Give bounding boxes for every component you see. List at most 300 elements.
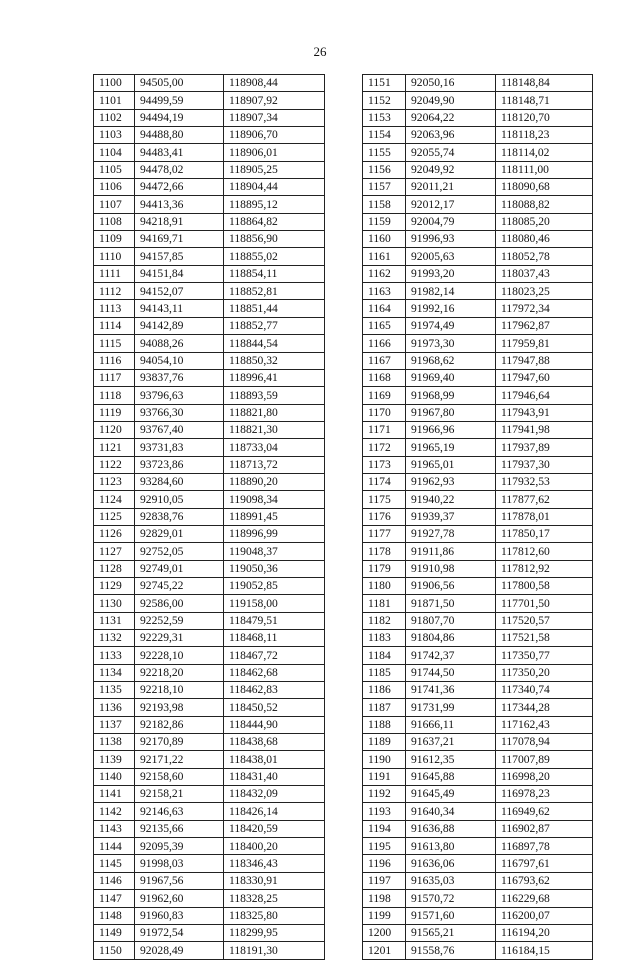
coordinates-table-right xyxy=(362,74,593,960)
x-coordinate-cell: 93723,86 xyxy=(135,456,224,473)
y-coordinate-cell: 118444,90 xyxy=(224,716,325,733)
y-coordinate-cell: 117878,01 xyxy=(496,508,593,525)
table-row xyxy=(363,682,593,699)
point-number-cell: 1190 xyxy=(363,751,406,768)
table-row xyxy=(94,300,325,317)
point-number-cell: 1136 xyxy=(94,699,135,716)
table-row xyxy=(94,577,325,594)
x-coordinate-cell: 91906,56 xyxy=(406,577,496,594)
table-row xyxy=(363,300,593,317)
x-coordinate-cell: 91962,93 xyxy=(406,473,496,490)
table-row xyxy=(94,664,325,681)
point-number-cell: 1200 xyxy=(363,924,406,941)
point-number-cell: 1118 xyxy=(94,387,135,404)
table-row xyxy=(363,491,593,508)
y-coordinate-cell: 116797,61 xyxy=(496,855,593,872)
x-coordinate-cell: 91731,99 xyxy=(406,699,496,716)
table-row xyxy=(94,439,325,456)
x-coordinate-cell: 91939,37 xyxy=(406,508,496,525)
y-coordinate-cell: 118893,59 xyxy=(224,387,325,404)
point-number-cell: 1128 xyxy=(94,560,135,577)
x-coordinate-cell: 92752,05 xyxy=(135,543,224,560)
y-coordinate-cell: 117947,60 xyxy=(496,369,593,386)
y-coordinate-cell: 118908,44 xyxy=(224,75,325,92)
x-coordinate-cell: 92182,86 xyxy=(135,716,224,733)
y-coordinate-cell: 116229,68 xyxy=(496,890,593,907)
x-coordinate-cell: 94151,84 xyxy=(135,265,224,282)
y-coordinate-cell: 118118,23 xyxy=(496,127,593,144)
y-coordinate-cell: 118462,68 xyxy=(224,664,325,681)
y-coordinate-cell: 118906,70 xyxy=(224,127,325,144)
point-number-cell: 1111 xyxy=(94,265,135,282)
point-number-cell: 1146 xyxy=(94,872,135,889)
x-coordinate-cell: 92146,63 xyxy=(135,803,224,820)
table-row xyxy=(363,248,593,265)
point-number-cell: 1175 xyxy=(363,491,406,508)
point-number-cell: 1126 xyxy=(94,525,135,542)
point-number-cell: 1182 xyxy=(363,612,406,629)
y-coordinate-cell: 118856,90 xyxy=(224,231,325,248)
table-row xyxy=(94,699,325,716)
point-number-cell: 1141 xyxy=(94,786,135,803)
y-coordinate-cell: 117943,91 xyxy=(496,404,593,421)
point-number-cell: 1166 xyxy=(363,335,406,352)
point-number-cell: 1140 xyxy=(94,768,135,785)
point-number-cell: 1195 xyxy=(363,838,406,855)
table-row xyxy=(363,213,593,230)
x-coordinate-cell: 94054,10 xyxy=(135,352,224,369)
table-row xyxy=(363,664,593,681)
point-number-cell: 1103 xyxy=(94,127,135,144)
point-number-cell: 1100 xyxy=(94,75,135,92)
point-number-cell: 1123 xyxy=(94,473,135,490)
x-coordinate-cell: 92586,00 xyxy=(135,595,224,612)
point-number-cell: 1180 xyxy=(363,577,406,594)
point-number-cell: 1169 xyxy=(363,387,406,404)
point-number-cell: 1174 xyxy=(363,473,406,490)
point-number-cell: 1188 xyxy=(363,716,406,733)
point-number-cell: 1117 xyxy=(94,369,135,386)
y-coordinate-cell: 118996,99 xyxy=(224,525,325,542)
x-coordinate-cell: 94142,89 xyxy=(135,317,224,334)
table-row xyxy=(94,508,325,525)
x-coordinate-cell: 91974,49 xyxy=(406,317,496,334)
x-coordinate-cell: 92170,89 xyxy=(135,734,224,751)
y-coordinate-cell: 117877,62 xyxy=(496,491,593,508)
y-coordinate-cell: 118733,04 xyxy=(224,439,325,456)
x-coordinate-cell: 91613,80 xyxy=(406,838,496,855)
x-coordinate-cell: 94413,36 xyxy=(135,196,224,213)
y-coordinate-cell: 118426,14 xyxy=(224,803,325,820)
x-coordinate-cell: 92063,96 xyxy=(406,127,496,144)
table-row xyxy=(363,127,593,144)
table-row xyxy=(363,924,593,941)
table-row xyxy=(94,838,325,855)
table-row xyxy=(363,838,593,855)
y-coordinate-cell: 118852,81 xyxy=(224,283,325,300)
x-coordinate-cell: 94472,66 xyxy=(135,179,224,196)
y-coordinate-cell: 118462,83 xyxy=(224,682,325,699)
y-coordinate-cell: 119050,36 xyxy=(224,560,325,577)
y-coordinate-cell: 118821,30 xyxy=(224,421,325,438)
point-number-cell: 1199 xyxy=(363,907,406,924)
point-number-cell: 1137 xyxy=(94,716,135,733)
y-coordinate-cell: 118052,78 xyxy=(496,248,593,265)
table-row xyxy=(363,144,593,161)
table-row xyxy=(94,352,325,369)
x-coordinate-cell: 94494,19 xyxy=(135,109,224,126)
x-coordinate-cell: 91998,03 xyxy=(135,855,224,872)
y-coordinate-cell: 117959,81 xyxy=(496,335,593,352)
point-number-cell: 1135 xyxy=(94,682,135,699)
table-row xyxy=(94,335,325,352)
table-row xyxy=(363,907,593,924)
table-row xyxy=(363,786,593,803)
x-coordinate-cell: 91966,96 xyxy=(406,421,496,438)
x-coordinate-cell: 94505,00 xyxy=(135,75,224,92)
point-number-cell: 1167 xyxy=(363,352,406,369)
y-coordinate-cell: 117941,98 xyxy=(496,421,593,438)
table-row xyxy=(94,786,325,803)
y-coordinate-cell: 116194,20 xyxy=(496,924,593,941)
y-coordinate-cell: 117350,77 xyxy=(496,647,593,664)
table-row xyxy=(94,265,325,282)
table-row xyxy=(94,491,325,508)
x-coordinate-cell: 92004,79 xyxy=(406,213,496,230)
point-number-cell: 1116 xyxy=(94,352,135,369)
y-coordinate-cell: 118991,45 xyxy=(224,508,325,525)
table-row xyxy=(94,924,325,941)
table-row xyxy=(363,560,593,577)
x-coordinate-cell: 94488,80 xyxy=(135,127,224,144)
point-number-cell: 1152 xyxy=(363,92,406,109)
point-number-cell: 1144 xyxy=(94,838,135,855)
point-number-cell: 1184 xyxy=(363,647,406,664)
x-coordinate-cell: 91637,21 xyxy=(406,734,496,751)
point-number-cell: 1129 xyxy=(94,577,135,594)
table-row xyxy=(94,421,325,438)
y-coordinate-cell: 118080,46 xyxy=(496,231,593,248)
point-number-cell: 1115 xyxy=(94,335,135,352)
x-coordinate-cell: 94499,59 xyxy=(135,92,224,109)
point-number-cell: 1153 xyxy=(363,109,406,126)
x-coordinate-cell: 91960,83 xyxy=(135,907,224,924)
y-coordinate-cell: 117521,58 xyxy=(496,630,593,647)
y-coordinate-cell: 118088,82 xyxy=(496,196,593,213)
table-row xyxy=(94,768,325,785)
point-number-cell: 1147 xyxy=(94,890,135,907)
point-number-cell: 1181 xyxy=(363,595,406,612)
point-number-cell: 1101 xyxy=(94,92,135,109)
y-coordinate-cell: 118111,00 xyxy=(496,161,593,178)
x-coordinate-cell: 91807,70 xyxy=(406,612,496,629)
table-row xyxy=(94,543,325,560)
table-row xyxy=(363,508,593,525)
table-row xyxy=(363,716,593,733)
table-row xyxy=(363,647,593,664)
x-coordinate-cell: 93837,76 xyxy=(135,369,224,386)
y-coordinate-cell: 118907,34 xyxy=(224,109,325,126)
x-coordinate-cell: 91742,37 xyxy=(406,647,496,664)
y-coordinate-cell: 118432,09 xyxy=(224,786,325,803)
y-coordinate-cell: 118299,95 xyxy=(224,924,325,941)
y-coordinate-cell: 118325,80 xyxy=(224,907,325,924)
x-coordinate-cell: 91744,50 xyxy=(406,664,496,681)
x-coordinate-cell: 91871,50 xyxy=(406,595,496,612)
point-number-cell: 1112 xyxy=(94,283,135,300)
table-row xyxy=(94,647,325,664)
table-row xyxy=(94,144,325,161)
x-coordinate-cell: 92050,16 xyxy=(406,75,496,92)
table-row xyxy=(363,890,593,907)
x-coordinate-cell: 92055,74 xyxy=(406,144,496,161)
x-coordinate-cell: 92064,22 xyxy=(406,109,496,126)
point-number-cell: 1179 xyxy=(363,560,406,577)
x-coordinate-cell: 91969,40 xyxy=(406,369,496,386)
y-coordinate-cell: 117962,87 xyxy=(496,317,593,334)
x-coordinate-cell: 91636,88 xyxy=(406,820,496,837)
x-coordinate-cell: 94169,71 xyxy=(135,231,224,248)
x-coordinate-cell: 92749,01 xyxy=(135,560,224,577)
x-coordinate-cell: 92193,98 xyxy=(135,699,224,716)
table-row xyxy=(363,942,593,959)
x-coordinate-cell: 93731,83 xyxy=(135,439,224,456)
table-row xyxy=(94,179,325,196)
y-coordinate-cell: 118120,70 xyxy=(496,109,593,126)
x-coordinate-cell: 92910,05 xyxy=(135,491,224,508)
x-coordinate-cell: 91968,62 xyxy=(406,352,496,369)
table-row xyxy=(363,421,593,438)
table-row xyxy=(94,92,325,109)
table-row xyxy=(94,127,325,144)
x-coordinate-cell: 92049,90 xyxy=(406,92,496,109)
y-coordinate-cell: 118400,20 xyxy=(224,838,325,855)
y-coordinate-cell: 117972,34 xyxy=(496,300,593,317)
x-coordinate-cell: 92228,10 xyxy=(135,647,224,664)
table-row xyxy=(363,283,593,300)
x-coordinate-cell: 91996,93 xyxy=(406,231,496,248)
x-coordinate-cell: 91666,11 xyxy=(406,716,496,733)
x-coordinate-cell: 91965,01 xyxy=(406,456,496,473)
point-number-cell: 1155 xyxy=(363,144,406,161)
table-row xyxy=(363,577,593,594)
x-coordinate-cell: 91741,36 xyxy=(406,682,496,699)
point-number-cell: 1168 xyxy=(363,369,406,386)
x-coordinate-cell: 91967,80 xyxy=(406,404,496,421)
point-number-cell: 1108 xyxy=(94,213,135,230)
table-row xyxy=(94,872,325,889)
y-coordinate-cell: 117162,43 xyxy=(496,716,593,733)
y-coordinate-cell: 116793,62 xyxy=(496,872,593,889)
x-coordinate-cell: 92229,31 xyxy=(135,630,224,647)
x-coordinate-cell: 92012,17 xyxy=(406,196,496,213)
table-row xyxy=(94,283,325,300)
table-row xyxy=(363,369,593,386)
point-number-cell: 1154 xyxy=(363,127,406,144)
point-number-cell: 1142 xyxy=(94,803,135,820)
x-coordinate-cell: 92005,63 xyxy=(406,248,496,265)
y-coordinate-cell: 117007,89 xyxy=(496,751,593,768)
table-row xyxy=(94,942,325,959)
x-coordinate-cell: 92135,66 xyxy=(135,820,224,837)
point-number-cell: 1165 xyxy=(363,317,406,334)
point-number-cell: 1120 xyxy=(94,421,135,438)
x-coordinate-cell: 91636,06 xyxy=(406,855,496,872)
x-coordinate-cell: 91645,49 xyxy=(406,786,496,803)
table-row xyxy=(94,751,325,768)
table-row xyxy=(94,75,325,92)
point-number-cell: 1177 xyxy=(363,525,406,542)
x-coordinate-cell: 94218,91 xyxy=(135,213,224,230)
table-row xyxy=(363,630,593,647)
x-coordinate-cell: 91962,60 xyxy=(135,890,224,907)
x-coordinate-cell: 91940,22 xyxy=(406,491,496,508)
y-coordinate-cell: 118023,25 xyxy=(496,283,593,300)
x-coordinate-cell: 91982,14 xyxy=(406,283,496,300)
y-coordinate-cell: 116902,87 xyxy=(496,820,593,837)
point-number-cell: 1104 xyxy=(94,144,135,161)
point-number-cell: 1197 xyxy=(363,872,406,889)
x-coordinate-cell: 91910,98 xyxy=(406,560,496,577)
table-row xyxy=(363,335,593,352)
point-number-cell: 1151 xyxy=(363,75,406,92)
table-row xyxy=(363,404,593,421)
table-row xyxy=(363,231,593,248)
table-row xyxy=(363,803,593,820)
x-coordinate-cell: 94483,41 xyxy=(135,144,224,161)
x-coordinate-cell: 91640,34 xyxy=(406,803,496,820)
y-coordinate-cell: 118864,82 xyxy=(224,213,325,230)
point-number-cell: 1122 xyxy=(94,456,135,473)
table-row xyxy=(363,855,593,872)
x-coordinate-cell: 92028,49 xyxy=(135,942,224,959)
table-row xyxy=(94,595,325,612)
x-coordinate-cell: 92158,21 xyxy=(135,786,224,803)
table-row xyxy=(94,525,325,542)
x-coordinate-cell: 91645,88 xyxy=(406,768,496,785)
point-number-cell: 1172 xyxy=(363,439,406,456)
table-row xyxy=(94,369,325,386)
point-number-cell: 1161 xyxy=(363,248,406,265)
table-row xyxy=(363,751,593,768)
table-row xyxy=(363,612,593,629)
point-number-cell: 1170 xyxy=(363,404,406,421)
x-coordinate-cell: 91967,56 xyxy=(135,872,224,889)
point-number-cell: 1124 xyxy=(94,491,135,508)
point-number-cell: 1119 xyxy=(94,404,135,421)
point-number-cell: 1109 xyxy=(94,231,135,248)
y-coordinate-cell: 118346,43 xyxy=(224,855,325,872)
x-coordinate-cell: 93766,30 xyxy=(135,404,224,421)
table-row xyxy=(94,213,325,230)
y-coordinate-cell: 116949,62 xyxy=(496,803,593,820)
y-coordinate-cell: 118854,11 xyxy=(224,265,325,282)
table-row xyxy=(94,855,325,872)
point-number-cell: 1194 xyxy=(363,820,406,837)
table-row xyxy=(363,179,593,196)
point-number-cell: 1131 xyxy=(94,612,135,629)
y-coordinate-cell: 117520,57 xyxy=(496,612,593,629)
y-coordinate-cell: 116897,78 xyxy=(496,838,593,855)
point-number-cell: 1102 xyxy=(94,109,135,126)
point-number-cell: 1148 xyxy=(94,907,135,924)
x-coordinate-cell: 91993,20 xyxy=(406,265,496,282)
x-coordinate-cell: 94143,11 xyxy=(135,300,224,317)
point-number-cell: 1193 xyxy=(363,803,406,820)
point-number-cell: 1132 xyxy=(94,630,135,647)
y-coordinate-cell: 117344,28 xyxy=(496,699,593,716)
point-number-cell: 1162 xyxy=(363,265,406,282)
table-row xyxy=(94,890,325,907)
table-row xyxy=(363,75,593,92)
y-coordinate-cell: 118996,41 xyxy=(224,369,325,386)
point-number-cell: 1201 xyxy=(363,942,406,959)
y-coordinate-cell: 116200,07 xyxy=(496,907,593,924)
table-row xyxy=(363,543,593,560)
point-number-cell: 1156 xyxy=(363,161,406,178)
table-row xyxy=(94,196,325,213)
x-coordinate-cell: 92049,92 xyxy=(406,161,496,178)
y-coordinate-cell: 117850,17 xyxy=(496,525,593,542)
y-coordinate-cell: 118850,32 xyxy=(224,352,325,369)
point-number-cell: 1149 xyxy=(94,924,135,941)
y-coordinate-cell: 117340,74 xyxy=(496,682,593,699)
point-number-cell: 1176 xyxy=(363,508,406,525)
x-coordinate-cell: 91992,16 xyxy=(406,300,496,317)
x-coordinate-cell: 92158,60 xyxy=(135,768,224,785)
point-number-cell: 1192 xyxy=(363,786,406,803)
x-coordinate-cell: 91558,76 xyxy=(406,942,496,959)
y-coordinate-cell: 119048,37 xyxy=(224,543,325,560)
y-coordinate-cell: 118468,11 xyxy=(224,630,325,647)
x-coordinate-cell: 94152,07 xyxy=(135,283,224,300)
point-number-cell: 1191 xyxy=(363,768,406,785)
table-row xyxy=(94,317,325,334)
x-coordinate-cell: 92252,59 xyxy=(135,612,224,629)
y-coordinate-cell: 118479,51 xyxy=(224,612,325,629)
table-row xyxy=(363,109,593,126)
table-row xyxy=(363,196,593,213)
y-coordinate-cell: 117947,88 xyxy=(496,352,593,369)
y-coordinate-cell: 118851,44 xyxy=(224,300,325,317)
point-number-cell: 1145 xyxy=(94,855,135,872)
point-number-cell: 1178 xyxy=(363,543,406,560)
y-coordinate-cell: 118895,12 xyxy=(224,196,325,213)
table-row xyxy=(94,803,325,820)
x-coordinate-cell: 91965,19 xyxy=(406,439,496,456)
x-coordinate-cell: 94088,26 xyxy=(135,335,224,352)
table-row xyxy=(94,560,325,577)
x-coordinate-cell: 91972,54 xyxy=(135,924,224,941)
x-coordinate-cell: 93796,63 xyxy=(135,387,224,404)
table-row xyxy=(94,612,325,629)
y-coordinate-cell: 118191,30 xyxy=(224,942,325,959)
table-row xyxy=(363,872,593,889)
y-coordinate-cell: 118890,20 xyxy=(224,473,325,490)
table-row xyxy=(363,525,593,542)
point-number-cell: 1121 xyxy=(94,439,135,456)
table-row xyxy=(363,473,593,490)
y-coordinate-cell: 116184,15 xyxy=(496,942,593,959)
x-coordinate-cell: 91911,86 xyxy=(406,543,496,560)
y-coordinate-cell: 117350,20 xyxy=(496,664,593,681)
y-coordinate-cell: 118852,77 xyxy=(224,317,325,334)
point-number-cell: 1189 xyxy=(363,734,406,751)
point-number-cell: 1110 xyxy=(94,248,135,265)
y-coordinate-cell: 117932,53 xyxy=(496,473,593,490)
table-row xyxy=(94,248,325,265)
y-coordinate-cell: 118148,84 xyxy=(496,75,593,92)
